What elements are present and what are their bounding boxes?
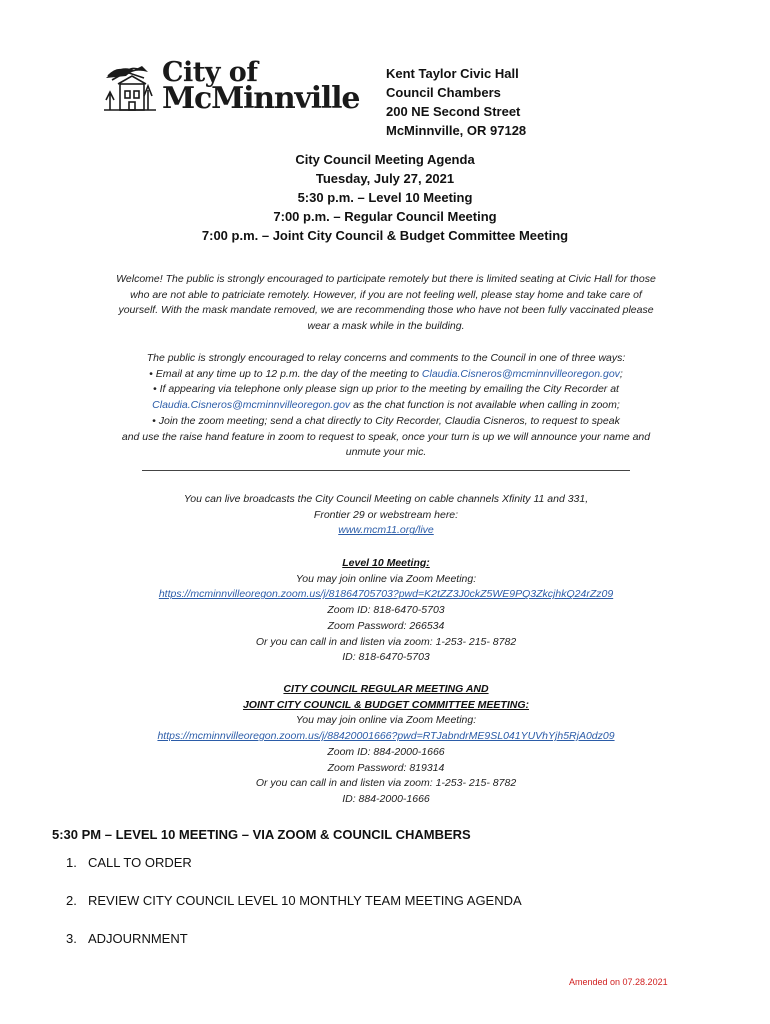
- email-prefix: • Email at any time up to 12 p.m. the day of the meeting to: [149, 367, 422, 380]
- agenda-heading: [0, 150, 770, 245]
- agenda-item-label: CALL TO ORDER: [88, 855, 192, 870]
- broadcast-line: You can live broadcasts the City Council Meeting on cable channels Xfinity 11 and 331,: [183, 493, 589, 505]
- address-line: Council Chambers: [386, 85, 501, 100]
- phone-instruction-cont: [80, 398, 692, 414]
- phone-suffix: as the chat function is not available when calling in zoom;: [350, 399, 620, 412]
- level10-zoom-link[interactable]: https://mcminnvilleoregon.zoom.us/j/81864705703?pwd=K2tZZ3J0ckZ5WE9PQ3ZkcjhkQ24rZz09: [158, 588, 614, 601]
- agenda-item: [66, 931, 188, 946]
- zoom-instruction: unmute your mic.: [345, 446, 427, 459]
- address-line: McMinnville, OR 97128: [386, 123, 527, 138]
- zoom-instruction: and use the raise hand feature in zoom to request to speak, once your turn is up we will announce your name and: [121, 430, 651, 443]
- comment-intro: The public is strongly encouraged to relay concerns and comments to the Council in one of three ways:: [146, 352, 626, 364]
- logo-text-city-of: City of: [162, 57, 258, 88]
- phone-instruction: • If appearing via telephone only please sign up prior to the meeting by emailing the City Recorder at: [153, 383, 619, 396]
- comment-instructions: [80, 351, 692, 471]
- recorder-email-link[interactable]: Claudia.Cisneros@mcminnvilleoregon.gov: [421, 367, 620, 380]
- agenda-item-number: 2.: [66, 893, 77, 908]
- level10-zoom-info: [80, 556, 692, 666]
- regular-id: ID: 884-2000-1666: [342, 792, 430, 805]
- address-line: Kent Taylor Civic Hall: [386, 66, 519, 81]
- welcome-line: wear a mask while in the building.: [307, 320, 465, 333]
- address-block: [386, 64, 526, 140]
- agenda-title: City Council Meeting Agenda: [295, 152, 475, 167]
- welcome-line: yourself. With the mask mandate removed, we are recommending those who have not been fully vaccinated please: [118, 304, 654, 317]
- regular-zoom-password: Zoom Password: 819314: [327, 761, 445, 774]
- regular-zoom-link[interactable]: https://mcminnvilleoregon.zoom.us/j/88420001666?pwd=RTJabndrME9SL041YUVhYjh5RjA0dz09: [157, 730, 615, 743]
- regular-zoom-id: Zoom ID: 884-2000-1666: [327, 745, 445, 758]
- welcome-paragraph: [80, 272, 692, 335]
- level10-callin: Or you can call in and listen via zoom: 1-253- 215- 8782: [255, 635, 517, 648]
- level10-heading: Level 10 Meeting:: [342, 557, 430, 569]
- section-title: 5:30 PM – LEVEL 10 MEETING – VIA ZOOM & COUNCIL CHAMBERS: [52, 827, 471, 842]
- webstream-link[interactable]: www.mcm11.org/live: [338, 524, 434, 537]
- level10-zoom-id: Zoom ID: 818-6470-5703: [327, 604, 445, 617]
- recorder-email-link-2[interactable]: Claudia.Cisneros@mcminnvilleoregon.gov: [152, 399, 351, 412]
- agenda-item-number: 1.: [66, 855, 77, 870]
- agenda-item: [66, 893, 522, 908]
- email-instruction: [80, 367, 692, 383]
- regular-join-text: You may join online via Zoom Meeting:: [295, 714, 477, 727]
- broadcast-line: Frontier 29 or webstream here:: [313, 508, 459, 521]
- address-line: 200 NE Second Street: [386, 104, 521, 119]
- level10-id: ID: 818-6470-5703: [342, 651, 430, 664]
- amended-note: Amended on 07.28.2021: [569, 977, 668, 987]
- regular-callin: Or you can call in and listen via zoom: 1-253- 215- 8782: [255, 777, 517, 790]
- joint-meeting-heading: JOINT CITY COUNCIL & BUDGET COMMITTEE MEETING:: [242, 698, 530, 711]
- agenda-item-number: 3.: [66, 931, 77, 946]
- city-logo: [104, 57, 376, 120]
- welcome-line: who are not able to patriciate remotely. However, if you are not feeling well, please stay home and take care of: [130, 288, 642, 301]
- agenda-date: Tuesday, July 27, 2021: [315, 171, 455, 186]
- welcome-line: Welcome! The public is strongly encouraged to participate remotely but there is limited seating at Civic Hall for those: [116, 273, 656, 285]
- agenda-time-line: 7:00 p.m. – Regular Council Meeting: [273, 209, 497, 224]
- city-hall-illustration-icon: [104, 62, 156, 114]
- agenda-time-line: 7:00 p.m. – Joint City Council & Budget Committee Meeting: [201, 228, 569, 243]
- zoom-instruction: • Join the zoom meeting; send a chat directly to City Recorder, Claudia Cisneros, to request to speak: [152, 414, 620, 427]
- email-suffix: ;: [619, 367, 623, 380]
- regular-meeting-heading: CITY COUNCIL REGULAR MEETING AND: [283, 683, 489, 695]
- broadcast-info: [80, 492, 692, 539]
- logo-text-mcminnville: McMinnville: [162, 81, 360, 116]
- divider-line: [142, 461, 630, 471]
- level10-zoom-password: Zoom Password: 266534: [327, 619, 445, 632]
- agenda-item-label: REVIEW CITY COUNCIL LEVEL 10 MONTHLY TEAM MEETING AGENDA: [88, 893, 522, 908]
- agenda-item: [66, 855, 192, 870]
- agenda-item-label: ADJOURNMENT: [88, 931, 188, 946]
- agenda-time-line: 5:30 p.m. – Level 10 Meeting: [297, 190, 473, 205]
- regular-meeting-zoom-info: [80, 682, 692, 808]
- level10-join-text: You may join online via Zoom Meeting:: [295, 572, 477, 585]
